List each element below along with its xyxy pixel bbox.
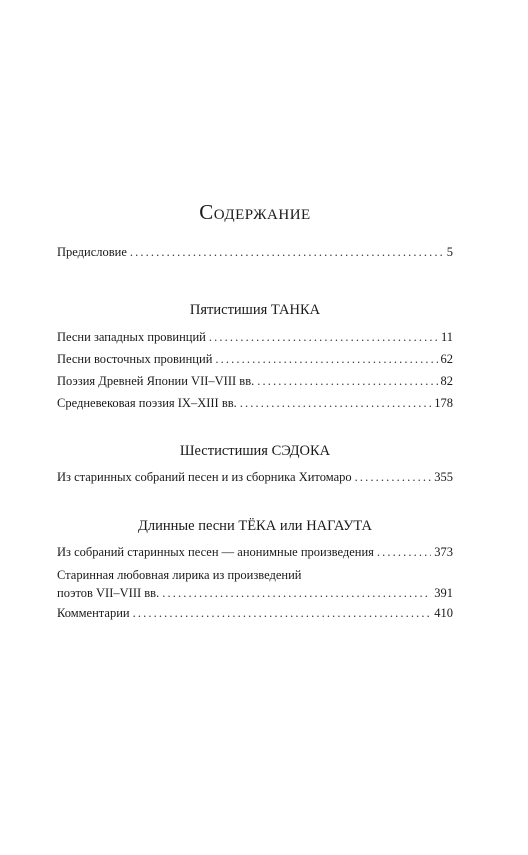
dot-leader [377, 543, 431, 561]
toc-entry-comments[interactable] [57, 604, 453, 622]
toc-entry-label: Из старинных собраний песен и из сборника Хитомаро [57, 470, 352, 484]
section-heading-sedoka: Шестистишия СЭДОКА [179, 443, 331, 459]
dot-leader [162, 584, 431, 602]
toc-entry-label: Предисловие [57, 245, 127, 259]
page-title: Содержание [199, 200, 311, 224]
toc-entry-page: 178 [434, 396, 453, 410]
toc-entry-page: 11 [440, 330, 453, 344]
toc-entry-page: 5 [446, 245, 453, 259]
toc-entry[interactable] [57, 543, 453, 561]
section-heading-tanka: Пятистишия ТАНКА [189, 302, 321, 318]
dot-leader [215, 350, 437, 368]
toc-entry-label: Песни западных провинций [57, 330, 206, 344]
toc-entry[interactable] [57, 468, 453, 486]
toc-entry-label: Средневековая поэзия IX–XIII вв. [57, 396, 237, 410]
toc-entry-page: 62 [440, 352, 453, 366]
toc-entry[interactable] [57, 350, 453, 368]
toc-entry-multiline[interactable] [57, 566, 453, 602]
toc-entry[interactable] [57, 394, 453, 412]
toc-entry-page: 410 [434, 606, 453, 620]
dot-leader [133, 604, 432, 622]
toc-entry[interactable] [57, 328, 453, 346]
toc-entry[interactable] [57, 372, 453, 390]
toc-entry-label: поэтов VII–VIII вв. [57, 586, 160, 600]
dot-leader [355, 468, 432, 486]
toc-entry-label-line1: Старинная любовная лирика из произведений [57, 568, 302, 582]
toc-entry-label: Песни восточных провинций [57, 352, 213, 366]
table-of-contents-page [57, 0, 453, 855]
section-heading-choka: Длинные песни ТЁКА или НАГАУТА [137, 518, 373, 534]
toc-entry-label: Комментарии [57, 606, 130, 620]
toc-entry-label: Поэзия Древней Японии VII–VIII вв. [57, 374, 255, 388]
toc-entry-page: 355 [434, 470, 453, 484]
dot-leader [240, 394, 431, 412]
toc-entry-page: 82 [440, 374, 453, 388]
dot-leader [257, 372, 437, 390]
dot-leader [130, 243, 444, 261]
toc-entry-preface[interactable] [57, 243, 453, 261]
dot-leader [209, 328, 438, 346]
toc-entry-page: 373 [434, 545, 453, 559]
toc-entry-page: 391 [434, 586, 453, 600]
toc-entry-label: Из собраний старинных песен — анонимные произведения [57, 545, 374, 559]
